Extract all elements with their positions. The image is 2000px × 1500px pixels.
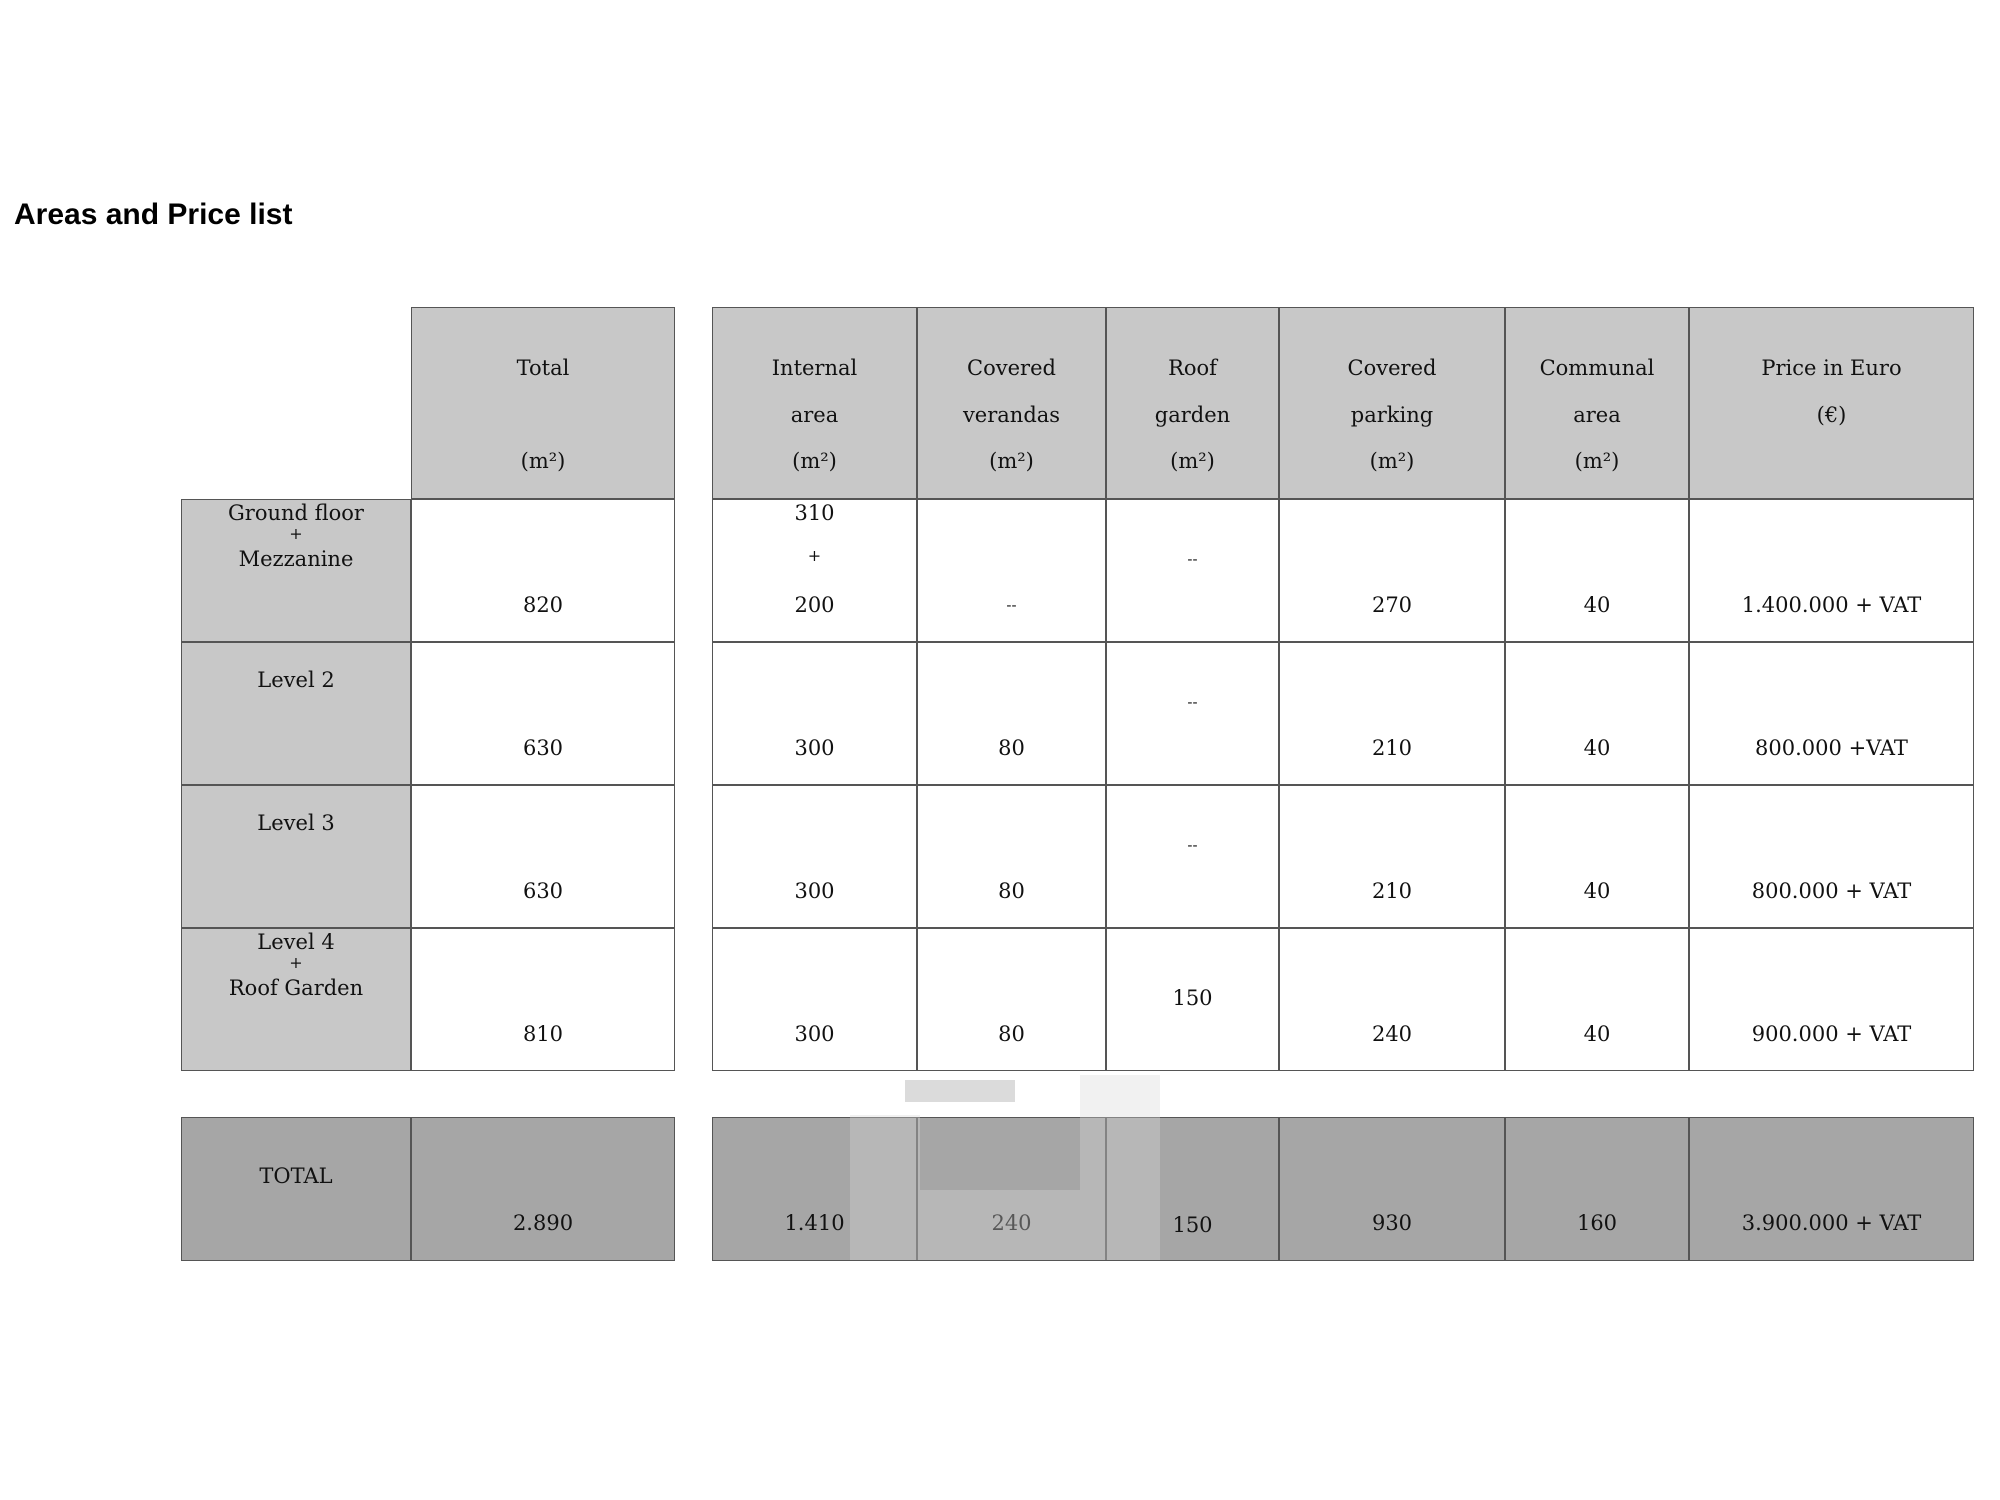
cell-value: 800.000 + VAT [1751,879,1912,903]
cell-value: 210 [1371,879,1413,903]
page-title: Areas and Price list [14,198,293,231]
row-label-line: Ground floor [228,501,364,525]
header-line: Communal [1539,356,1655,380]
cell-value: 40 [1583,879,1611,903]
total-row-total [411,1117,675,1261]
cell-total [411,499,675,642]
cell-value: 300 [794,1022,835,1046]
row-label-line: Level 4 [257,930,335,954]
header-line: Roof [1168,356,1217,380]
cell-value: 900.000 + VAT [1751,1022,1912,1046]
total-value: 930 [1371,1211,1413,1235]
cell-communal [1505,642,1689,785]
header-line: (€) [1816,403,1847,427]
column-header-0 [712,307,917,499]
cell-parking [1279,642,1505,785]
cell-price [1689,499,1974,642]
cell-value: 800.000 +VAT [1755,736,1908,760]
total-value: 1.410 [784,1211,845,1235]
cell-total [411,785,675,928]
cell-value: 310 [794,501,835,525]
header-line: (m²) [1574,449,1620,473]
column-header-total [411,307,675,499]
total-row-label [181,1117,411,1261]
cell-verandas [917,499,1106,642]
cell-value: 40 [1583,593,1611,617]
cell-roof [1106,785,1279,928]
total-value: 2.890 [512,1211,574,1235]
total-row-parking [1279,1117,1505,1261]
cell-internal [712,785,917,928]
column-header-1 [917,307,1106,499]
cell-value: 150 [1172,986,1213,1010]
total-value: 3.900.000 + VAT [1741,1211,1922,1235]
column-header-3 [1279,307,1505,499]
row-label-line: Mezzanine [238,547,354,571]
header-line: (m²) [1369,449,1415,473]
total-row-price [1689,1117,1974,1261]
cell-value: + [807,546,822,565]
cell-verandas [917,785,1106,928]
cell-internal [712,642,917,785]
total-label: TOTAL [259,1164,333,1188]
row-label [181,928,411,1071]
cell-total [411,928,675,1071]
row-label-plus: + [289,953,303,972]
cell-value: -- [1006,596,1017,614]
cell-roof [1106,928,1279,1071]
cell-roof [1106,499,1279,642]
cell-communal [1505,928,1689,1071]
cell-roof [1106,642,1279,785]
header-line: parking [1350,403,1434,427]
row-label-plus: + [289,524,303,543]
cell-value: 820 [522,593,564,617]
row-label-line: Level 3 [257,811,335,835]
cell-internal [712,499,917,642]
cell-value: 80 [998,879,1025,903]
header-line: Covered [967,356,1056,380]
cell-verandas [917,642,1106,785]
header-line: (m²) [989,449,1034,473]
header-line: (m²) [1170,449,1215,473]
total-value: 160 [1576,1211,1618,1235]
row-label [181,785,411,928]
cell-communal [1505,499,1689,642]
row-label-line: Level 2 [257,668,335,692]
total-row-verandas [917,1117,1106,1261]
cell-value: 40 [1583,736,1611,760]
total-row-communal [1505,1117,1689,1261]
cell-parking [1279,499,1505,642]
cell-value: 210 [1371,736,1413,760]
cell-value: 80 [998,1022,1025,1046]
header-line: verandas [962,403,1061,427]
total-row-roof [1106,1117,1279,1261]
column-header-2 [1106,307,1279,499]
row-label-line: Roof Garden [228,976,364,1000]
cell-price [1689,785,1974,928]
cell-value: 300 [794,736,835,760]
header-line: area [790,403,839,427]
cell-total [411,642,675,785]
header-label: Total [516,356,570,380]
cell-communal [1505,785,1689,928]
cell-parking [1279,928,1505,1071]
cell-value: 630 [522,879,564,903]
cell-value: 1.400.000 + VAT [1741,593,1922,617]
header-line: Price in Euro [1761,356,1902,380]
column-header-4 [1505,307,1689,499]
cell-price [1689,642,1974,785]
cell-value: 40 [1583,1022,1611,1046]
header-unit: (m²) [520,449,566,473]
row-label [181,499,411,642]
header-line: Covered [1347,356,1437,380]
cell-price [1689,928,1974,1071]
cell-value: -- [1187,693,1198,711]
cell-parking [1279,785,1505,928]
cell-value: 80 [998,736,1025,760]
header-line: (m²) [792,449,837,473]
column-header-5 [1689,307,1974,499]
cell-value: -- [1187,836,1198,854]
cell-value: 630 [522,736,564,760]
row-label [181,642,411,785]
header-line: Internal [771,356,858,380]
cell-verandas [917,928,1106,1071]
cell-value: -- [1187,550,1198,568]
header-line: area [1573,403,1621,427]
cell-value: 810 [522,1022,564,1046]
cell-value: 300 [794,879,835,903]
total-row-internal [712,1117,917,1261]
total-value: 150 [1172,1213,1213,1237]
cell-internal [712,928,917,1071]
cell-value: 270 [1371,593,1413,617]
header-line: garden [1154,403,1231,427]
cell-value: 240 [1371,1022,1413,1046]
total-value: 240 [991,1211,1032,1235]
cell-value: 200 [794,593,835,617]
